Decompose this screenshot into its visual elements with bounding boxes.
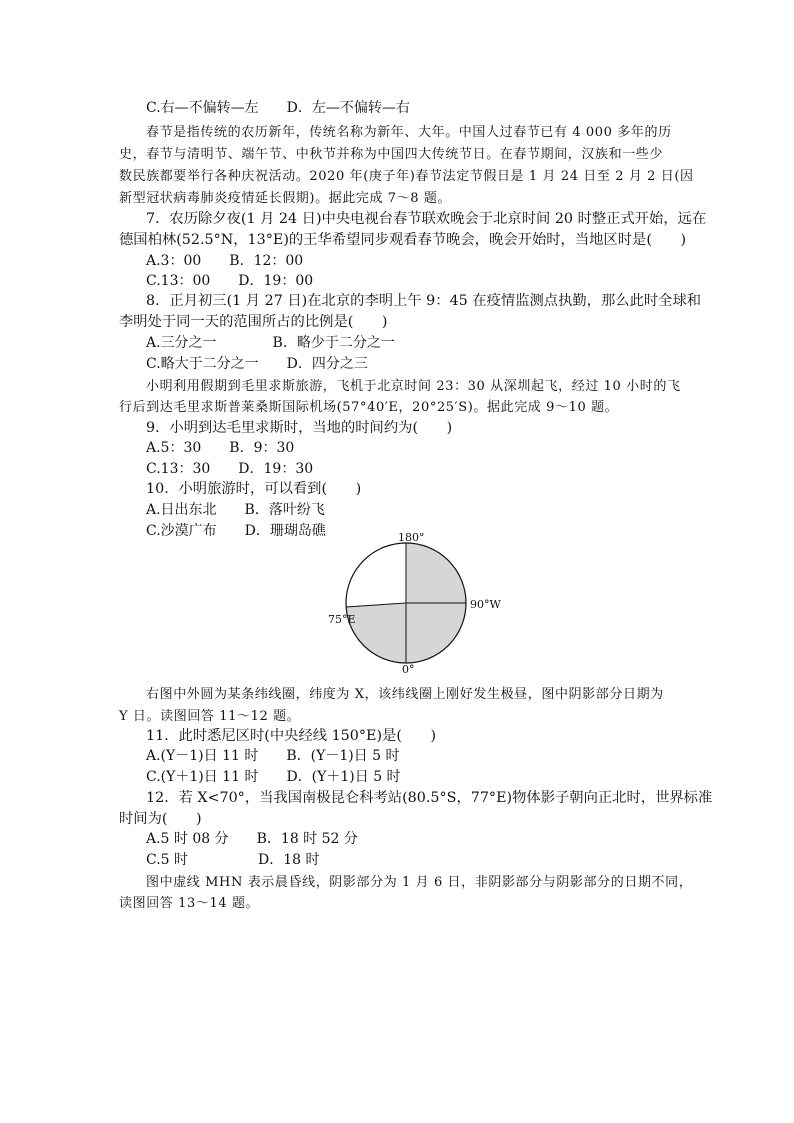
question-11: 11．此时悉尼区时(中央经线 150°E)是( ) (146, 728, 437, 744)
intro-text: 史，春节与清明节、端午节、中秋节并称为中国四大传统节日。在春节期间，汉族和一些少 (119, 147, 664, 162)
question-10: 10．小明旅游时，可以看到( ) (146, 481, 362, 497)
label-75e: 75°E (328, 613, 356, 626)
intro-text: 读图回答 13～14 题。 (119, 896, 260, 911)
question-12: 12．若 X<70°，当我国南极昆仑科考站(80.5°S，77°E)物体影子朝向正北时，世界标准 (146, 790, 713, 806)
option-line: C.右—不偏转—左 D．左—不偏转—右 (146, 100, 410, 116)
intro-text: 行后到达毛里求斯普莱桑斯国际机场(57°40′E，20°25′S)。据此完成 9～10 题。 (119, 400, 619, 415)
option-line: C.13：30 D．19：30 (146, 461, 314, 477)
option-line: A.3：00 B．12：00 (146, 253, 304, 269)
option-line: A.三分之一 B．略少于二分之一 (146, 335, 395, 351)
shaded-lower-sector (346, 603, 406, 663)
option-line: A.5 时 08 分 B．18 时 52 分 (146, 831, 358, 847)
intro-text: Y 日。读图回答 11～12 题。 (119, 709, 301, 724)
question-8-cont: 李明处于同一天的范围所占的比例是( ) (119, 314, 388, 330)
latitude-circle-figure (320, 533, 505, 675)
question-7: 7．农历除夕夜(1 月 24 日)中央电视台春节联欢晚会于北京时间 20 时整正式开始，远在 (146, 211, 707, 227)
intro-text: 右图中外圆为某条纬线圈，纬度为 X，该纬线圈上刚好发生极昼，图中阴影部分日期为 (146, 687, 664, 702)
intro-text: 小明利用假期到毛里求斯旅游，飞机于北京时间 23：30 从深圳起飞，经过 10 小时的飞 (146, 379, 681, 394)
option-line: C.5 时 D．18 时 (146, 852, 320, 868)
question-12-cont: 时间为( ) (119, 811, 202, 827)
option-line: A.(Y－1)日 11 时 B．(Y－1)日 5 时 (146, 748, 400, 764)
option-line: C.(Y＋1)日 11 时 D．(Y＋1)日 5 时 (146, 769, 401, 785)
intro-text: 数民族都要举行各种庆祝活动。2020 年(庚子年)春节法定节假日是 1 月 24 日至 2 月 2 日(因 (119, 169, 694, 184)
option-line: C.沙漠广布 D．珊瑚岛礁 (146, 523, 326, 539)
intro-text: 春节是指传统的农历新年，传统名称为新年、大年。中国人过春节已有 4 000 多年的历 (146, 125, 672, 140)
question-8: 8．正月初三(1 月 27 日)在北京的李明上午 9：45 在疫情监测点执勤，那么此时全球和 (146, 293, 702, 309)
label-90w: 90°W (470, 598, 501, 611)
intro-text: 新型冠状病毒肺炎疫情延长假期)。据此完成 7～8 题。 (119, 191, 452, 206)
question-7-cont: 德国柏林(52.5°N，13°E)的王华希望同步观看春节晚会，晚会开始时，当地区时是( ) (119, 232, 687, 248)
label-180: 180° (398, 533, 425, 544)
question-9: 9．小明到达毛里求斯时，当地的时间约为( ) (146, 420, 453, 436)
label-0: 0° (402, 663, 415, 675)
intro-text: 图中虚线 MHN 表示晨昏线，阴影部分为 1 月 6 日，非阴影部分与阴影部分的日期不同， (146, 875, 693, 890)
option-line: C.13：00 D．19：00 (146, 273, 314, 289)
option-line: A.日出东北 B．落叶纷飞 (146, 502, 325, 518)
option-line: C.略大于二分之一 D．四分之三 (146, 356, 368, 372)
option-line: A.5：30 B．9：30 (146, 440, 295, 456)
